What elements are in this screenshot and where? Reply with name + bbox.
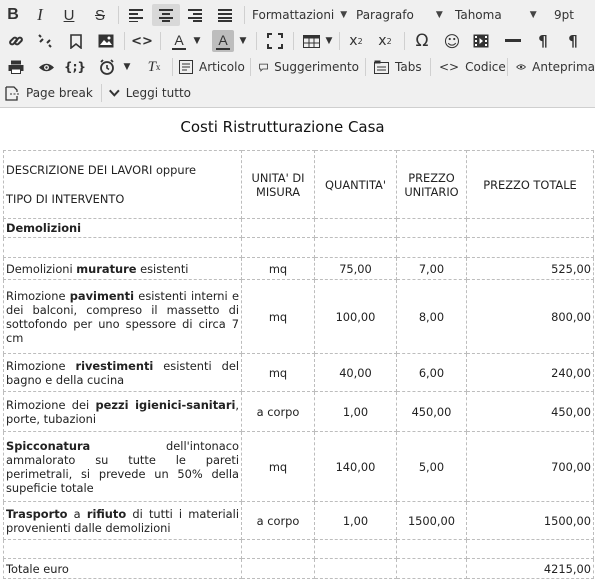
code-label: Codice (465, 60, 506, 74)
text-color-icon: A (174, 31, 184, 48)
comment-icon (259, 61, 268, 74)
link-icon[interactable] (6, 30, 26, 52)
preview-label: Anteprima (532, 60, 595, 74)
chevron-down-icon[interactable]: ▼ (193, 36, 201, 46)
background-color-button[interactable] (212, 30, 234, 52)
font-size-dropdown[interactable] (554, 4, 590, 26)
block-format-label: Paragrafo (356, 8, 414, 22)
row-description[interactable]: Rimozione rivestimenti esistenti del bagno e della cucina (4, 354, 242, 392)
table-row (4, 392, 594, 432)
table-row (4, 432, 594, 502)
superscript-icon[interactable]: x 2 (378, 33, 392, 49)
row-description[interactable]: Demolizioni murature esistenti (4, 258, 242, 280)
read-all-button[interactable] (109, 82, 191, 104)
total-label[interactable]: Totale euro (4, 559, 242, 579)
image-icon[interactable] (96, 30, 116, 52)
row-unit[interactable]: mq (242, 280, 315, 354)
row-description[interactable]: Trasporto a rifiuto di tutti i materiali provenienti dalle demolizioni (4, 502, 242, 540)
table-header-row (4, 151, 594, 219)
editor-toolbar (0, 0, 595, 108)
chevron-down-icon: ▼ (340, 10, 348, 20)
suggestion-label: Suggerimento (274, 60, 359, 74)
row-total[interactable]: 240,00 (467, 354, 594, 392)
row-quantity[interactable]: 1,00 (315, 392, 397, 432)
row-unit-price[interactable]: 7,00 (397, 258, 467, 280)
article-button[interactable] (179, 56, 245, 78)
underline-icon[interactable]: U (63, 6, 75, 24)
strikethrough-icon[interactable]: S (94, 6, 105, 24)
paragraph-rtl-icon[interactable]: ¶ (568, 32, 578, 50)
row-unit[interactable]: mq (242, 432, 315, 502)
page-break-label: Page break (26, 86, 93, 100)
row-total[interactable]: 1500,00 (467, 502, 594, 540)
tabs-label: Tabs (395, 60, 422, 74)
formats-dropdown[interactable] (252, 4, 348, 26)
align-right-icon[interactable] (184, 4, 206, 26)
fullscreen-icon[interactable] (264, 30, 286, 52)
bold-icon[interactable]: B (7, 6, 19, 23)
chevron-down-icon: ▼ (435, 10, 443, 20)
row-unit-price[interactable]: 6,00 (397, 354, 467, 392)
align-left-icon[interactable] (125, 4, 147, 26)
read-all-label: Leggi tutto (125, 86, 191, 100)
chevron-down-bold-icon (109, 88, 120, 98)
cost-table (3, 150, 594, 579)
table-row (4, 502, 594, 540)
toolbar-row-4 (0, 80, 595, 106)
font-family-label: Tahoma (455, 8, 502, 22)
header-description-line2: TIPO DI INTERVENTO (6, 192, 125, 206)
template-icon[interactable]: {;} (64, 60, 86, 74)
article-icon (179, 60, 193, 74)
table-icon[interactable] (300, 30, 322, 52)
tabs-icon (374, 60, 389, 74)
row-unit-price[interactable]: 1500,00 (397, 502, 467, 540)
header-total-price[interactable]: PREZZO TOTALE (467, 151, 594, 219)
special-char-icon[interactable]: Ω (415, 31, 429, 51)
row-unit[interactable]: mq (242, 258, 315, 280)
emoji-icon[interactable]: ☺ (443, 31, 461, 51)
block-format-dropdown[interactable] (356, 4, 442, 26)
table-row (4, 258, 594, 280)
row-description[interactable]: Rimozione dei pezzi igienici-sanitari, porte, tubazioni (4, 392, 242, 432)
empty-row (4, 238, 594, 258)
header-description[interactable] (4, 151, 242, 219)
table-row (4, 280, 594, 354)
total-row (4, 559, 594, 579)
eye-icon (516, 62, 526, 72)
text-color-button[interactable] (168, 30, 190, 52)
paragraph-ltr-icon[interactable]: ¶ (538, 32, 548, 50)
font-size-label: 9pt (554, 8, 574, 22)
preview-button[interactable] (516, 56, 595, 78)
print-icon[interactable] (6, 56, 26, 78)
row-unit-price[interactable]: 450,00 (397, 392, 467, 432)
total-value[interactable]: 4215,00 (467, 559, 594, 579)
page-break-button[interactable] (5, 82, 97, 104)
row-quantity[interactable]: 140,00 (315, 432, 397, 502)
row-total[interactable]: 525,00 (467, 258, 594, 280)
row-unit[interactable]: mq (242, 354, 315, 392)
align-justify-icon[interactable] (214, 4, 236, 26)
row-quantity[interactable]: 75,00 (315, 258, 397, 280)
toolbar-row-1 (0, 2, 595, 28)
row-quantity[interactable]: 40,00 (315, 354, 397, 392)
row-unit[interactable]: a corpo (242, 392, 315, 432)
editor-content-area[interactable] (0, 108, 595, 580)
row-description[interactable]: Rimozione pavimenti esistenti interni e dei balconi, compreso il massetto di sottofondo per uno spessore di circa 7 cm (4, 280, 242, 354)
unlink-icon[interactable] (34, 30, 56, 52)
font-family-dropdown[interactable] (455, 4, 543, 26)
tabs-button[interactable] (374, 56, 424, 78)
row-total[interactable]: 450,00 (467, 392, 594, 432)
media-icon[interactable] (470, 30, 492, 52)
chevron-down-icon[interactable]: ▼ (123, 62, 131, 72)
article-label: Articolo (199, 60, 245, 74)
chevron-down-icon[interactable]: ▼ (239, 36, 247, 46)
row-total[interactable]: 700,00 (467, 432, 594, 502)
chevron-down-icon[interactable]: ▼ (325, 36, 333, 46)
page-break-icon (5, 86, 20, 101)
code-button[interactable] (439, 56, 506, 78)
alarm-clock-icon[interactable] (96, 56, 118, 78)
highlight-icon: A (218, 31, 228, 48)
source-code-icon[interactable]: <> (131, 33, 153, 49)
header-unit-price[interactable]: PREZZO UNITARIO (397, 151, 467, 219)
italic-icon[interactable]: I (37, 5, 43, 24)
align-center-icon[interactable] (152, 4, 180, 26)
header-description-line1: DESCRIZIONE DEI LAVORI oppure (6, 163, 197, 177)
table-row (4, 354, 594, 392)
subscript-icon[interactable]: x 2 (349, 33, 363, 49)
chevron-down-icon: ▼ (529, 10, 537, 20)
row-quantity[interactable]: 1,00 (315, 502, 397, 540)
toolbar-row-2 (0, 28, 595, 54)
row-unit-price[interactable]: 8,00 (397, 280, 467, 354)
code-icon: <> (439, 60, 460, 74)
header-quantity[interactable]: QUANTITA' (315, 151, 397, 219)
horizontal-rule-icon[interactable] (502, 30, 524, 52)
formats-label: Formattazioni (252, 8, 335, 22)
header-unit[interactable]: UNITA' DI MISURA (242, 151, 315, 219)
row-description[interactable]: Spicconatura dell'intonaco ammalorato su tutte le pareti perimetrali, si prevede un 50% della supeficie totale (4, 432, 242, 502)
clear-formatting-icon[interactable]: T x (147, 58, 161, 75)
suggestion-button[interactable] (259, 56, 359, 78)
row-unit-price[interactable]: 5,00 (397, 432, 467, 502)
row-total[interactable]: 800,00 (467, 280, 594, 354)
row-quantity[interactable]: 100,00 (315, 280, 397, 354)
toolbar-row-3 (0, 54, 595, 80)
empty-row (4, 540, 594, 559)
preview-eye-icon[interactable] (36, 56, 56, 78)
row-unit[interactable]: a corpo (242, 502, 315, 540)
section-title[interactable]: Demolizioni (4, 219, 242, 238)
bookmark-icon[interactable] (67, 30, 85, 52)
document-title: Costi Ristrutturazione Casa (180, 118, 385, 136)
section-row (4, 219, 594, 238)
